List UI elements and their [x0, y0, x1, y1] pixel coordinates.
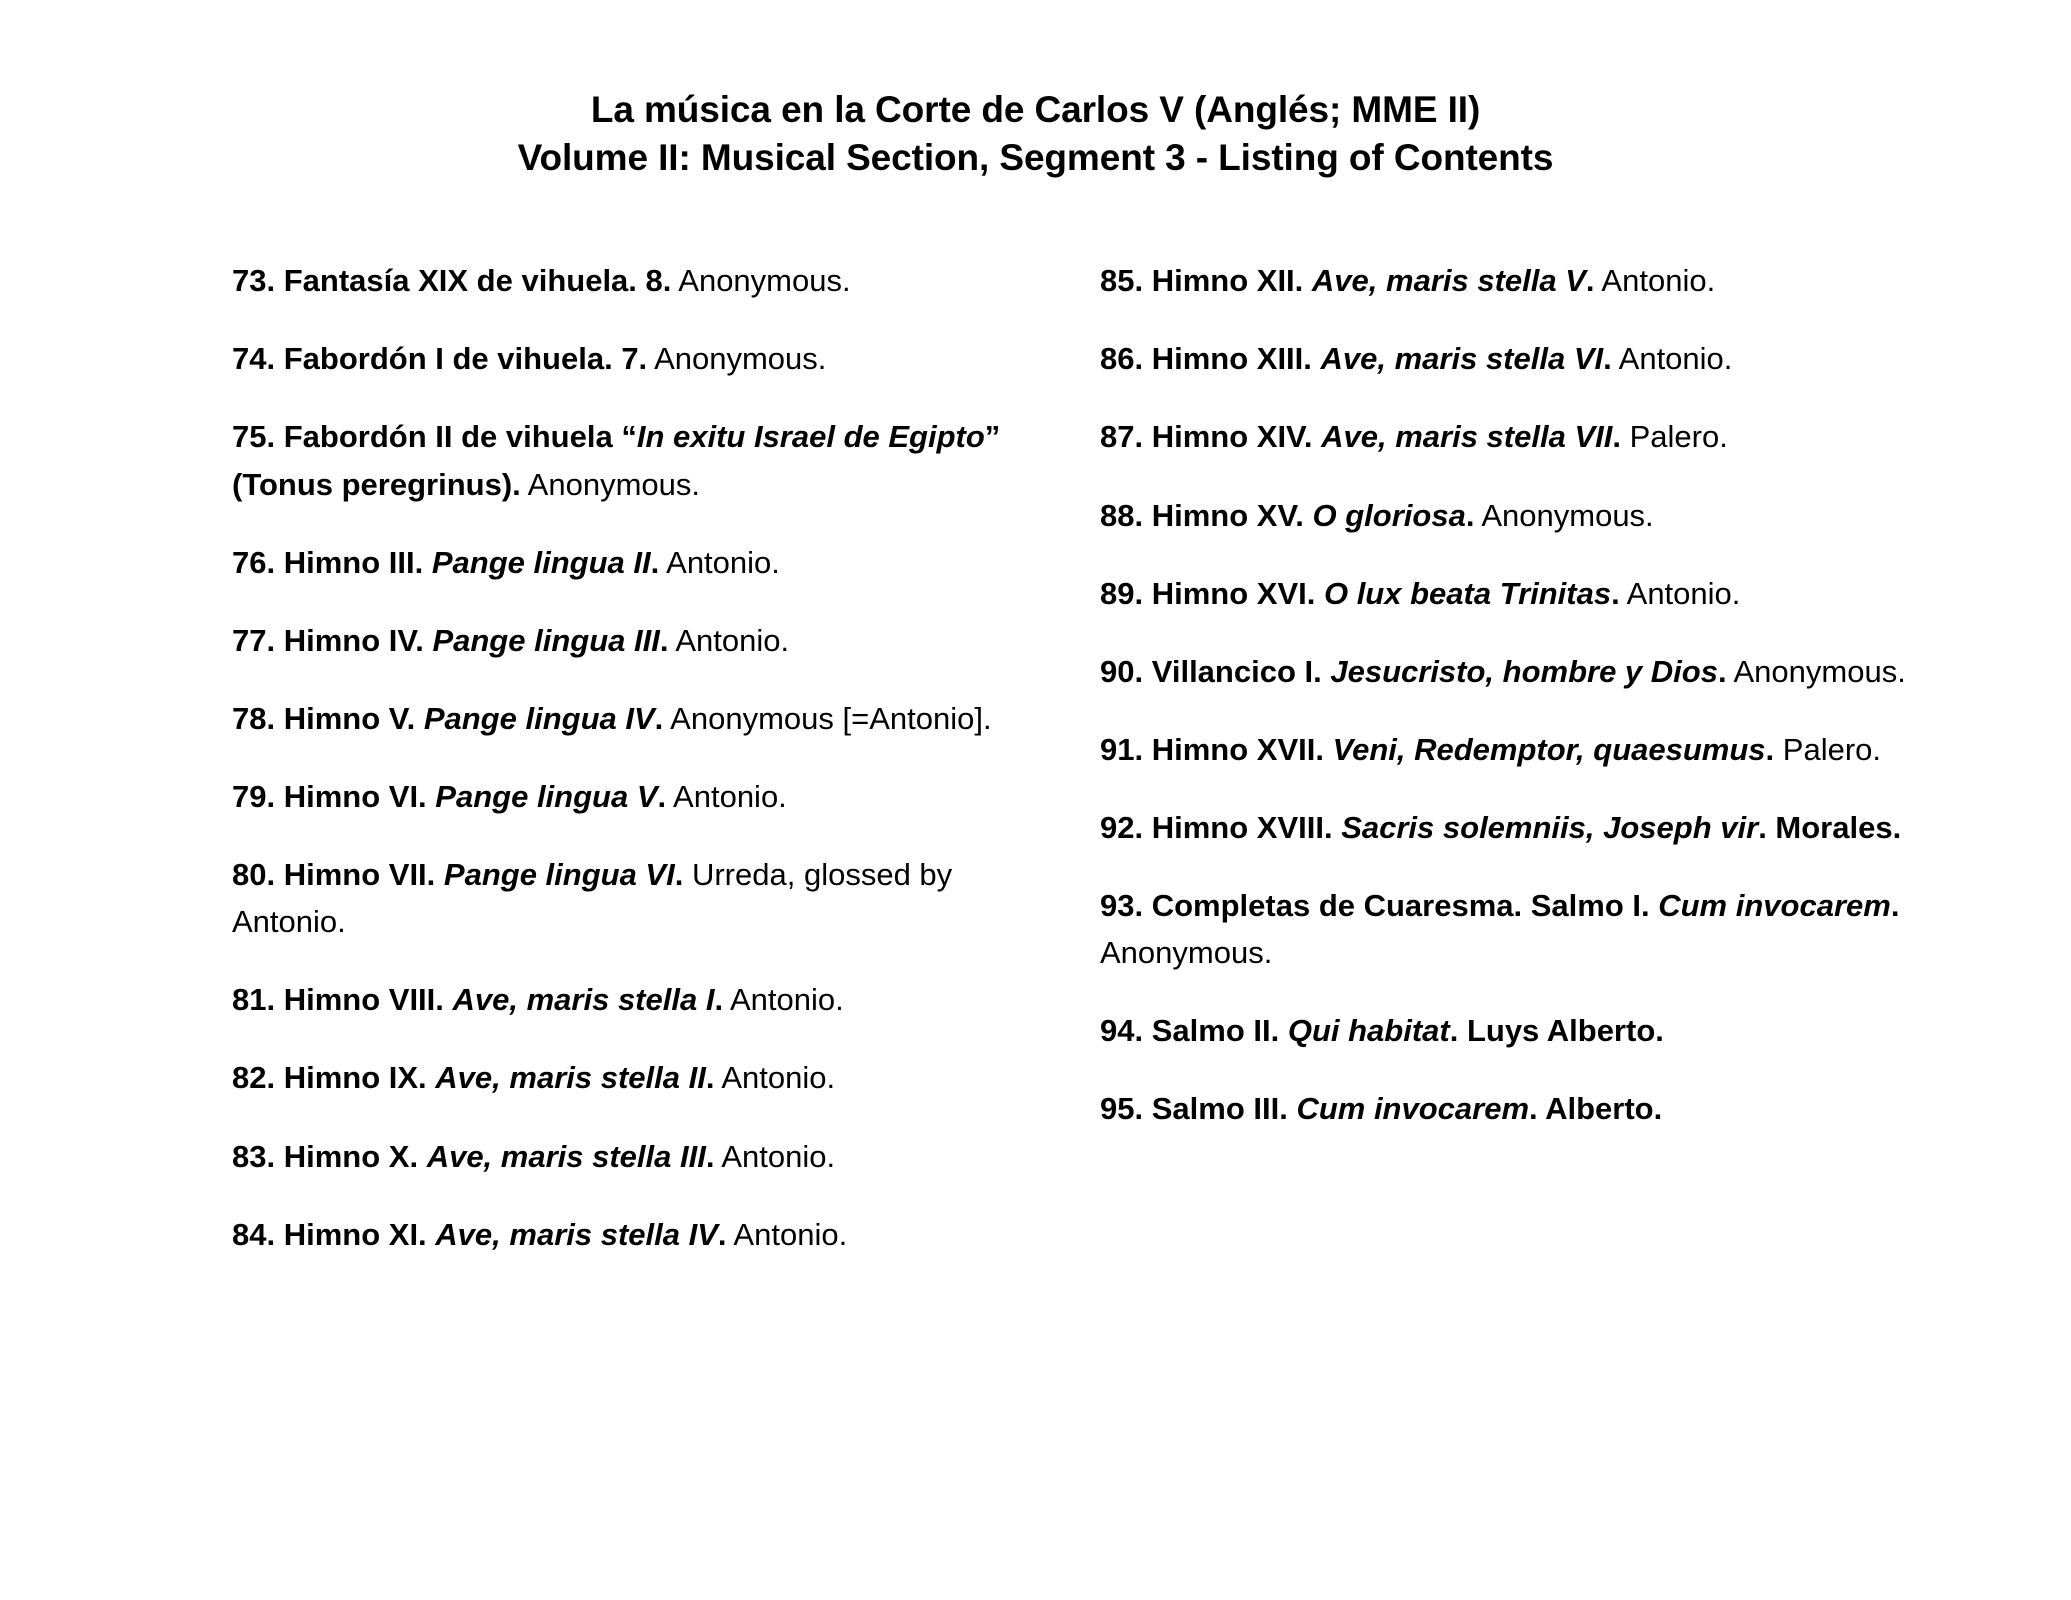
entry-text-segment: Salmo III. — [1143, 1091, 1297, 1127]
entry-text-segment: Antonio. — [1594, 263, 1716, 299]
entry-text-segment: Sacris solemniis, Joseph vir — [1341, 809, 1759, 845]
entry-text-segment: Himno III. — [275, 544, 432, 580]
entry-text-segment: Himno XII. — [1143, 263, 1312, 299]
entry-text-segment: Pange lingua III — [432, 622, 660, 658]
document-title-block — [0, 0, 2071, 182]
entry-text-segment: Villancico I. — [1143, 653, 1331, 689]
entry-text-segment: Himno XIV. — [1143, 419, 1322, 455]
entry-text-segment: . — [705, 1138, 715, 1174]
entry-text-segment: O lux beata Trinitas — [1323, 575, 1612, 611]
entry-number: 83. — [232, 1138, 276, 1174]
entry-number: 92. — [1100, 809, 1144, 845]
entry-text-segment: . — [1611, 575, 1620, 611]
entry-text-segment: Salmo II. — [1143, 1013, 1288, 1049]
entry-text-segment: Antonio. — [723, 982, 844, 1018]
entry-number: 89. — [1100, 575, 1144, 611]
contents-columns — [0, 226, 2071, 1258]
entry-number: 74. — [232, 341, 276, 377]
entry-text-segment: . — [1717, 653, 1727, 689]
entry-number: 93. — [1100, 888, 1144, 924]
contents-column-left — [232, 226, 1100, 1258]
entry-text-segment: Palero. — [1774, 731, 1882, 767]
entry-number: 87. — [1100, 419, 1144, 455]
entry-text-segment: Fabordón I de vihuela. 7. — [275, 341, 648, 377]
entry-text-segment: Anonymous [=Antonio]. — [663, 700, 992, 736]
entry-text-segment: Himno XIII. — [1143, 341, 1321, 377]
entry-number: 76. — [232, 544, 276, 580]
entry-text-segment: . Luys Alberto. — [1449, 1013, 1664, 1049]
entry-text-segment: Antonio. — [666, 778, 787, 814]
entry-text-segment: Completas de Cuaresma. Salmo I. — [1143, 888, 1659, 924]
contents-entry — [1100, 413, 1980, 460]
entry-text-segment: Qui habitat — [1287, 1013, 1450, 1049]
entry-text-segment: . — [1890, 888, 1900, 924]
entry-text-segment: Antonio. — [714, 1060, 836, 1096]
contents-entry — [232, 413, 1030, 507]
entry-text-segment: . — [674, 857, 684, 893]
entry-text-segment: . — [1603, 341, 1612, 377]
contents-entry — [232, 335, 1030, 382]
contents-entry — [1100, 804, 1980, 851]
contents-entry — [1100, 882, 1980, 976]
entry-number: 90. — [1100, 653, 1144, 689]
entry-text-segment: O gloriosa — [1312, 497, 1466, 533]
entry-text-segment: . — [714, 982, 724, 1018]
entry-text-segment: Ave, maris stella IV — [435, 1216, 718, 1252]
contents-entry — [232, 976, 1030, 1023]
entry-text-segment: Himno IV. — [275, 622, 433, 658]
entry-text-segment: Fabordón II de vihuela “ — [275, 419, 637, 455]
entry-text-segment: Palero. — [1620, 419, 1728, 455]
entry-text-segment: Himno XVII. — [1143, 731, 1333, 767]
entry-text-segment: Jesucristo, hombre y Dios — [1330, 653, 1718, 689]
entry-number: 73. — [232, 263, 276, 299]
contents-entry — [1100, 1085, 1980, 1132]
entry-text-segment: Ave, maris stella V — [1311, 263, 1586, 299]
entry-text-segment: Himno VI. — [275, 778, 436, 814]
entry-text-segment: Pange lingua V — [435, 778, 658, 814]
entry-text-segment: Pange lingua II — [431, 544, 651, 580]
entry-number: 91. — [1100, 731, 1144, 767]
entry-text-segment: . — [1465, 497, 1475, 533]
entry-text-segment: . — [650, 544, 660, 580]
entry-text-segment: Ave, maris stella VI — [1320, 341, 1604, 377]
entry-text-segment: Urreda, glossed by Antonio. — [232, 857, 953, 940]
contents-entry — [1100, 257, 1980, 304]
entry-number: 94. — [1100, 1013, 1144, 1049]
contents-entry — [1100, 648, 1980, 695]
entry-number: 84. — [232, 1216, 276, 1252]
entry-text-segment: ” (Tonus peregrinus). — [232, 419, 1001, 502]
entry-text-segment: Anonymous. — [671, 263, 851, 299]
entry-text-segment: Antonio. — [668, 622, 790, 658]
entry-text-segment: In exitu Israel de Egipto — [636, 419, 985, 455]
entry-number: 77. — [232, 622, 276, 658]
entry-text-segment: Anonymous. — [1726, 653, 1906, 689]
page-title-line-1: La música en la Corte de Carlos V (Anglés; MME II) — [590, 89, 1481, 130]
entry-text-segment: Himno IX. — [275, 1060, 436, 1096]
contents-entry — [232, 851, 1030, 945]
entry-text-segment: Anonymous. — [647, 341, 827, 377]
entry-text-segment: Pange lingua VI — [443, 857, 675, 893]
entry-text-segment: Cum invocarem — [1296, 1091, 1530, 1127]
entry-text-segment: . — [717, 1216, 727, 1252]
entry-text-segment: Pange lingua IV — [423, 700, 655, 736]
contents-entry — [1100, 1007, 1980, 1054]
entry-text-segment: . Morales. — [1758, 809, 1902, 845]
entry-text-segment: Himno VII. — [275, 857, 444, 893]
entry-text-segment: Himno XVIII. — [1143, 809, 1342, 845]
contents-entry — [232, 539, 1030, 586]
entry-text-segment: Antonio. — [726, 1216, 848, 1252]
entry-text-segment: . — [657, 778, 667, 814]
contents-entry — [1100, 570, 1980, 617]
contents-entry — [232, 1211, 1030, 1258]
entry-text-segment: Fantasía XIX de vihuela. 8. — [275, 263, 672, 299]
contents-entry — [232, 617, 1030, 664]
entry-text-segment: Ave, maris stella III — [426, 1138, 706, 1174]
entry-text-segment: . — [1612, 419, 1621, 455]
entry-number: 88. — [1100, 497, 1144, 533]
entry-text-segment: Anonymous. — [1474, 497, 1654, 533]
page-title-line-2: Volume II: Musical Section, Segment 3 - Listing of Contents — [517, 137, 1554, 179]
entry-number: 86. — [1100, 341, 1144, 377]
entry-text-segment: . — [705, 1060, 715, 1096]
entry-text-segment: . — [1765, 731, 1775, 767]
entry-text-segment: Antonio. — [1611, 341, 1733, 377]
entry-text-segment: . Alberto. — [1529, 1091, 1663, 1127]
contents-entry — [1100, 492, 1980, 539]
entry-text-segment: Ave, maris stella VII — [1321, 419, 1613, 455]
entry-text-segment: Himno X. — [275, 1138, 427, 1174]
contents-entry — [232, 1133, 1030, 1180]
contents-column-right — [1100, 226, 1980, 1258]
entry-text-segment: . — [659, 622, 669, 658]
entry-number: 81. — [232, 982, 276, 1018]
entry-text-segment: . — [654, 700, 664, 736]
entry-text-segment: Himno XVI. — [1143, 575, 1324, 611]
entry-text-segment: Ave, maris stella I — [452, 982, 715, 1018]
entry-text-segment: Anonymous. — [1100, 935, 1273, 971]
entry-text-segment: Anonymous. — [520, 466, 700, 502]
entry-text-segment: Antonio. — [714, 1138, 836, 1174]
contents-entry — [232, 773, 1030, 820]
entry-number: 75. — [232, 419, 276, 455]
contents-entry — [232, 257, 1030, 304]
entry-text-segment: Ave, maris stella II — [435, 1060, 706, 1096]
contents-entry — [1100, 335, 1980, 382]
contents-entry — [1100, 726, 1980, 773]
entry-text-segment: Cum invocarem — [1658, 888, 1891, 924]
entry-text-segment: Veni, Redemptor, quaesumus — [1332, 731, 1766, 767]
entry-text-segment: Himno VIII. — [275, 982, 453, 1018]
entry-text-segment: Antonio. — [1619, 575, 1741, 611]
entry-number: 79. — [232, 778, 276, 814]
entry-text-segment: . — [1585, 263, 1595, 299]
entry-number: 80. — [232, 857, 276, 893]
entry-text-segment: Himno XV. — [1143, 497, 1313, 533]
entry-text-segment: Antonio. — [659, 544, 780, 580]
entry-number: 78. — [232, 700, 276, 736]
contents-entry — [232, 695, 1030, 742]
entry-text-segment: Himno V. — [275, 700, 424, 736]
contents-entry — [232, 1054, 1030, 1101]
entry-text-segment: Himno XI. — [275, 1216, 436, 1252]
entry-number: 95. — [1100, 1091, 1144, 1127]
entry-number: 82. — [232, 1060, 276, 1096]
entry-number: 85. — [1100, 263, 1144, 299]
